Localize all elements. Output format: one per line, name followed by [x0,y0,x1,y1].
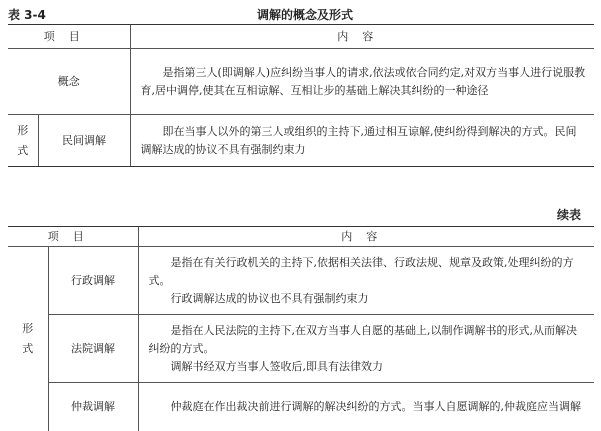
admin-mediation-p1: 是指在有关行政机关的主持下,依据相关法律、行政法规、规章及政策,处理纠纷的方式。 [148,255,574,287]
header-content: 内容 [138,227,594,247]
admin-mediation-row [8,247,594,315]
table-concept-forms [8,24,594,167]
civil-mediation-content: 即在当事人以外的第三人或组织的主持下,通过相互谅解,使纠纷得到解决的方式。民间调解达成的协议不具有强制约束力 [130,115,594,167]
table-header-row [8,25,594,49]
admin-mediation-label: 行政调解 [48,247,138,315]
concept-content: 是指第三人(即调解人)应纠纷当事人的请求,依法或依合同约定,对双方当事人进行说服教育,居中调停,使其在互相谅解、互相让步的基础上解决其纠纷的一种途径 [130,49,594,115]
arbitration-mediation-label: 仲裁调解 [48,383,138,431]
concept-row [8,49,594,115]
admin-mediation-p2: 行政调解达成的协议也不具有强制约束力 [170,291,369,305]
continued-label: 续表 [556,208,581,222]
table2-header-row [8,227,594,247]
arbitration-mediation-p1: 仲裁庭在作出裁决前进行调解的解决纠纷的方式。当事人自愿调解的,仲裁庭应当调解 [170,399,581,413]
table-number: 表 3-4 [8,8,46,22]
civil-mediation-row [8,115,594,167]
court-mediation-p2: 调解书经双方当事人签收后,即具有法律效力 [170,359,383,373]
form-label: 形 式 [8,247,48,431]
table-forms-continued [8,226,594,431]
form-label: 形 式 [8,115,38,167]
header-item: 项目 [8,227,138,247]
court-mediation-p1: 是指在人民法院的主持下,在双方当事人自愿的基础上,以制作调解书的形式,从而解决纠纷的方式。 [148,323,577,355]
concept-label: 概念 [8,49,130,115]
admin-mediation-content [138,247,594,315]
header-item: 项目 [8,25,130,49]
arbitration-mediation-row [8,383,594,431]
court-mediation-label: 法院调解 [48,315,138,383]
court-mediation-row [8,315,594,383]
court-mediation-content [138,315,594,383]
header-content: 内容 [130,25,594,49]
arbitration-mediation-content [138,383,594,431]
civil-mediation-label: 民间调解 [38,115,130,167]
table-title: 调解的概念及形式 [256,8,353,22]
